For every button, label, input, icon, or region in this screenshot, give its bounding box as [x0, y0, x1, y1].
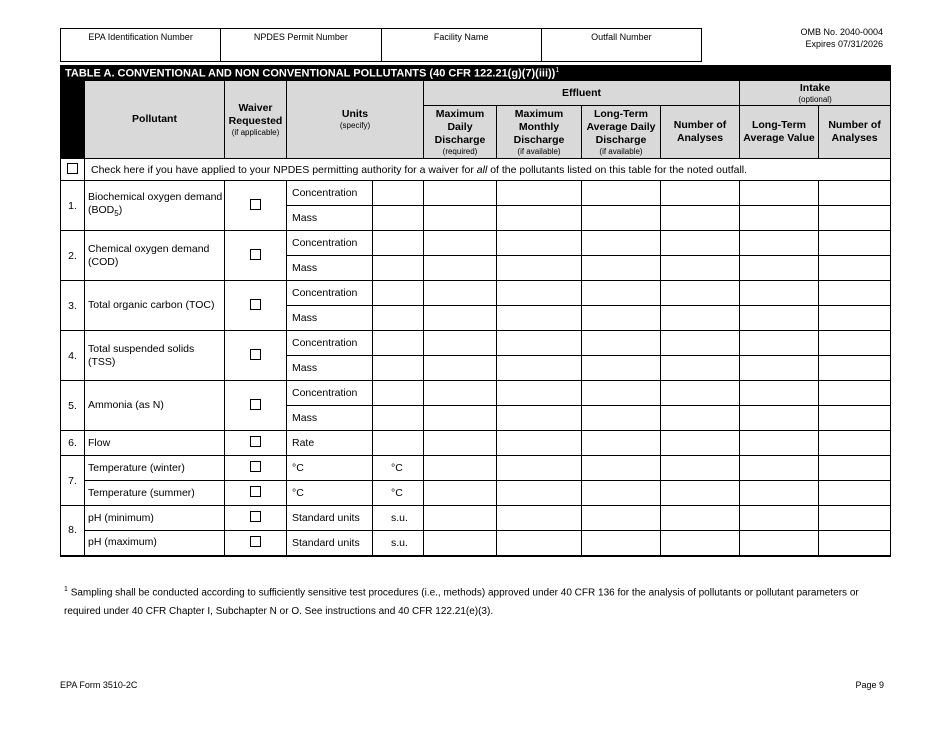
max-daily-input[interactable]	[424, 406, 497, 431]
max-monthly-input[interactable]	[497, 231, 582, 256]
col-max-daily-label: Maximum Daily Discharge	[434, 107, 486, 146]
row-number: 8.	[61, 506, 85, 556]
table-row	[61, 531, 891, 556]
max-daily-input[interactable]	[424, 506, 497, 531]
omb-info	[800, 26, 883, 50]
intake-num-input[interactable]	[819, 181, 891, 206]
table-title-text: TABLE A. CONVENTIONAL AND NON CONVENTIONAL POLLUTANTS (40 CFR 122.21(g)(7)(iii))	[65, 67, 556, 80]
col-units	[287, 81, 424, 159]
table-row	[61, 181, 891, 206]
intake-avg-input[interactable]	[740, 181, 819, 206]
waiver-cell	[225, 181, 287, 231]
max-monthly-input[interactable]	[497, 306, 582, 331]
lt-avg-input[interactable]	[582, 306, 661, 331]
table-row	[61, 456, 891, 481]
black-sidebar	[61, 81, 85, 159]
table-row	[61, 381, 891, 406]
intake-avg-input[interactable]	[740, 281, 819, 306]
max-monthly-input[interactable]	[497, 256, 582, 281]
group-effluent: Effluent	[424, 81, 740, 106]
waiver-checkbox[interactable]	[250, 486, 261, 497]
col-max-daily-sub: (required)	[442, 146, 478, 156]
col-max-monthly-sub: (if available)	[517, 146, 561, 156]
unit-input[interactable]	[373, 256, 424, 281]
col-intake-num: Number of Analyses	[819, 106, 891, 159]
lt-avg-input[interactable]	[582, 356, 661, 381]
intake-num-input[interactable]	[819, 381, 891, 406]
intake-avg-input[interactable]	[740, 456, 819, 481]
intake-avg-input[interactable]	[740, 331, 819, 356]
col-num-analyses: Number of Analyses	[661, 106, 740, 159]
waiver-cell	[225, 231, 287, 281]
col-pollutant: Pollutant	[85, 81, 225, 159]
waiver-cell	[225, 506, 287, 531]
num-analyses-input[interactable]	[661, 381, 740, 406]
waiver-checkbox[interactable]	[250, 349, 261, 360]
waiver-cell	[225, 381, 287, 431]
waiver-all-checkbox[interactable]	[67, 163, 78, 174]
num-analyses-input[interactable]	[661, 181, 740, 206]
form-name: EPA Form 3510-2C	[60, 680, 138, 690]
max-monthly-input[interactable]	[497, 531, 582, 556]
max-monthly-input[interactable]	[497, 431, 582, 456]
unit-value: s.u.	[373, 506, 424, 531]
unit-label: Concentration	[287, 281, 373, 306]
footnote-text: Sampling shall be conducted according to sufficiently sensitive test procedures (i.e., methods) approved under 40 CFR 136 for the analysis of pollutants or pollutant parameters or required under 40 CFR Chapter I, Subchapter N or O. See instructions and 40 CFR 122.21(e)(3).	[64, 587, 859, 618]
num-analyses-input[interactable]	[661, 231, 740, 256]
max-daily-input[interactable]	[424, 431, 497, 456]
intake-avg-input[interactable]	[740, 506, 819, 531]
waiver-checkbox[interactable]	[250, 436, 261, 447]
unit-input[interactable]	[373, 381, 424, 406]
unit-input[interactable]	[373, 206, 424, 231]
unit-input[interactable]	[373, 306, 424, 331]
waiver-cell	[225, 481, 287, 506]
lt-avg-input[interactable]	[582, 431, 661, 456]
unit-input[interactable]	[373, 231, 424, 256]
table-title	[61, 66, 891, 81]
pollutant-name: Total organic carbon (TOC)	[85, 281, 225, 331]
row-number: 6.	[61, 431, 85, 456]
waiver-cell	[225, 456, 287, 481]
outfall-number-field[interactable]: Outfall Number	[591, 32, 652, 42]
max-daily-input[interactable]	[424, 381, 497, 406]
lt-avg-input[interactable]	[582, 406, 661, 431]
max-monthly-input[interactable]	[497, 356, 582, 381]
unit-input[interactable]	[373, 406, 424, 431]
max-daily-input[interactable]	[424, 481, 497, 506]
unit-label: Concentration	[287, 231, 373, 256]
max-daily-input[interactable]	[424, 281, 497, 306]
waiver-checkbox[interactable]	[250, 536, 261, 547]
intake-avg-input[interactable]	[740, 206, 819, 231]
col-lt-avg-daily-sub: (if available)	[599, 146, 643, 156]
pollutant-name: pH (maximum)	[85, 531, 225, 556]
row-number: 1.	[61, 181, 85, 231]
intake-avg-input[interactable]	[740, 306, 819, 331]
max-monthly-input[interactable]	[497, 406, 582, 431]
intake-avg-input[interactable]	[740, 356, 819, 381]
unit-value: °C	[373, 481, 424, 506]
num-analyses-input[interactable]	[661, 281, 740, 306]
waiver-checkbox[interactable]	[250, 399, 261, 410]
max-daily-input[interactable]	[424, 181, 497, 206]
facility-name-field[interactable]: Facility Name	[382, 29, 542, 61]
max-daily-input[interactable]	[424, 256, 497, 281]
pollutant-name: Chemical oxygen demand (COD)	[85, 231, 225, 281]
pollutant-subscript: 5	[114, 209, 119, 219]
unit-label: °C	[287, 481, 373, 506]
unit-label: Mass	[287, 406, 373, 431]
intake-num-input[interactable]	[819, 406, 891, 431]
omb-number: OMB No. 2040-0004	[800, 27, 883, 37]
waiver-checkbox[interactable]	[250, 199, 261, 210]
num-analyses-input[interactable]	[661, 331, 740, 356]
lt-avg-input[interactable]	[582, 281, 661, 306]
unit-input[interactable]	[373, 356, 424, 381]
table-title-row	[61, 66, 891, 81]
intake-num-input[interactable]	[819, 481, 891, 506]
waiver-all-cell	[61, 159, 85, 181]
pollutant-name: Temperature (winter)	[85, 456, 225, 481]
max-daily-input[interactable]	[424, 206, 497, 231]
lt-avg-input[interactable]	[582, 481, 661, 506]
waiver-text-prefix: Check here if you have applied to your NPDES permitting authority for a waiver for	[91, 163, 477, 176]
num-analyses-input[interactable]	[661, 356, 740, 381]
max-monthly-input[interactable]	[497, 281, 582, 306]
num-analyses-input[interactable]	[661, 206, 740, 231]
intake-num-input[interactable]	[819, 331, 891, 356]
waiver-checkbox[interactable]	[250, 299, 261, 310]
intake-avg-input[interactable]	[740, 231, 819, 256]
pollutants-table	[60, 65, 891, 557]
num-analyses-input[interactable]	[661, 506, 740, 531]
max-monthly-input[interactable]	[497, 456, 582, 481]
max-monthly-input[interactable]	[497, 331, 582, 356]
intake-num-input[interactable]	[819, 206, 891, 231]
col-units-label: Units	[341, 108, 369, 120]
intake-num-input[interactable]	[819, 231, 891, 256]
intake-avg-input[interactable]	[740, 406, 819, 431]
col-max-monthly-label: Maximum Monthly Discharge	[513, 107, 565, 146]
intake-num-input[interactable]	[819, 431, 891, 456]
unit-label: Concentration	[287, 181, 373, 206]
max-daily-input[interactable]	[424, 331, 497, 356]
row-number: 5.	[61, 381, 85, 431]
waiver-all-text	[85, 159, 891, 181]
num-analyses-input[interactable]	[661, 456, 740, 481]
group-intake	[740, 81, 891, 106]
col-lt-avg-daily	[582, 106, 661, 159]
unit-label: Mass	[287, 306, 373, 331]
unit-label: Standard units	[287, 531, 373, 556]
unit-label: Mass	[287, 256, 373, 281]
intake-avg-input[interactable]	[740, 531, 819, 556]
pollutant-name	[85, 181, 225, 231]
max-daily-input[interactable]	[424, 356, 497, 381]
table-row	[61, 281, 891, 306]
pollutant-name: pH (minimum)	[85, 506, 225, 531]
pollutant-name: Flow	[85, 431, 225, 456]
intake-num-input[interactable]	[819, 356, 891, 381]
max-monthly-input[interactable]	[497, 506, 582, 531]
identification-boxes	[60, 28, 702, 62]
pollutant-name-end: )	[118, 203, 123, 216]
unit-input[interactable]	[373, 331, 424, 356]
lt-avg-input[interactable]	[582, 531, 661, 556]
intake-avg-input[interactable]	[740, 256, 819, 281]
waiver-text-all: all	[476, 163, 488, 176]
unit-value: s.u.	[373, 531, 424, 556]
intake-avg-input[interactable]	[740, 481, 819, 506]
footnote	[64, 580, 884, 621]
unit-label: Mass	[287, 356, 373, 381]
waiver-checkbox[interactable]	[250, 511, 261, 522]
title-footnote-mark: 1	[555, 66, 560, 74]
row-number: 2.	[61, 231, 85, 281]
unit-input[interactable]	[373, 281, 424, 306]
max-monthly-input[interactable]	[497, 381, 582, 406]
waiver-cell	[225, 281, 287, 331]
max-monthly-input[interactable]	[497, 481, 582, 506]
num-analyses-input[interactable]	[661, 306, 740, 331]
epa-id-field[interactable]: EPA Identification Number	[61, 29, 221, 61]
pollutant-name: Ammonia (as N)	[85, 381, 225, 431]
num-analyses-input[interactable]	[661, 431, 740, 456]
num-analyses-input[interactable]	[661, 406, 740, 431]
unit-label: Concentration	[287, 331, 373, 356]
col-intake-lt-avg: Long-Term Average Value	[740, 106, 819, 159]
max-monthly-input[interactable]	[497, 181, 582, 206]
col-waiver-label: Waiver Requested	[228, 101, 283, 127]
max-monthly-input[interactable]	[497, 206, 582, 231]
row-number: 4.	[61, 331, 85, 381]
col-max-daily	[424, 106, 497, 159]
pollutant-name: Total suspended solids (TSS)	[85, 331, 225, 381]
group-intake-sub: (optional)	[798, 94, 832, 104]
waiver-all-row	[61, 159, 891, 181]
col-waiver-sub: (if applicable)	[231, 127, 280, 137]
col-max-monthly	[497, 106, 582, 159]
waiver-cell	[225, 431, 287, 456]
intake-avg-input[interactable]	[740, 381, 819, 406]
unit-label: Concentration	[287, 381, 373, 406]
num-analyses-input[interactable]	[661, 481, 740, 506]
max-daily-input[interactable]	[424, 306, 497, 331]
table-row	[61, 231, 891, 256]
lt-avg-input[interactable]	[582, 456, 661, 481]
unit-value: °C	[373, 456, 424, 481]
table-row	[61, 506, 891, 531]
table-row	[61, 331, 891, 356]
intake-num-input[interactable]	[819, 506, 891, 531]
lt-avg-input[interactable]	[582, 506, 661, 531]
intake-num-input[interactable]	[819, 306, 891, 331]
waiver-checkbox[interactable]	[250, 249, 261, 260]
col-units-sub: (specify)	[339, 121, 371, 130]
intake-avg-input[interactable]	[740, 431, 819, 456]
waiver-cell	[225, 531, 287, 556]
waiver-checkbox[interactable]	[250, 461, 261, 472]
page-number: Page 9	[855, 680, 884, 690]
col-waiver	[225, 81, 287, 159]
intake-num-input[interactable]	[819, 456, 891, 481]
unit-input[interactable]	[373, 181, 424, 206]
waiver-text-suffix: of the pollutants listed on this table for the noted outfall.	[487, 163, 748, 176]
pollutant-name-text: Biochemical oxygen demand (BOD	[88, 190, 223, 216]
lt-avg-input[interactable]	[582, 331, 661, 356]
num-analyses-input[interactable]	[661, 256, 740, 281]
unit-label: Standard units	[287, 506, 373, 531]
lt-avg-input[interactable]	[582, 181, 661, 206]
row-number: 7.	[61, 456, 85, 506]
col-lt-avg-daily-label: Long-Term Average Daily Discharge	[586, 107, 656, 146]
lt-avg-input[interactable]	[582, 231, 661, 256]
table-row	[61, 431, 891, 456]
lt-avg-input[interactable]	[582, 256, 661, 281]
pollutant-name: Temperature (summer)	[85, 481, 225, 506]
group-intake-label: Intake	[799, 81, 831, 94]
max-daily-input[interactable]	[424, 456, 497, 481]
num-analyses-input[interactable]	[661, 531, 740, 556]
unit-label: Mass	[287, 206, 373, 231]
npdes-permit-field[interactable]: NPDES Permit Number	[221, 29, 381, 61]
omb-expires: Expires 07/31/2026	[805, 39, 883, 49]
intake-num-input[interactable]	[819, 281, 891, 306]
intake-num-input[interactable]	[819, 531, 891, 556]
max-daily-input[interactable]	[424, 531, 497, 556]
table-row	[61, 481, 891, 506]
waiver-cell	[225, 331, 287, 381]
unit-input[interactable]	[373, 431, 424, 456]
max-daily-input[interactable]	[424, 231, 497, 256]
footnote-mark: 1	[64, 586, 68, 593]
row-number: 3.	[61, 281, 85, 331]
unit-label: Rate	[287, 431, 373, 456]
intake-num-input[interactable]	[819, 256, 891, 281]
unit-label: °C	[287, 456, 373, 481]
header-row-1	[61, 81, 891, 106]
lt-avg-input[interactable]	[582, 206, 661, 231]
lt-avg-input[interactable]	[582, 381, 661, 406]
